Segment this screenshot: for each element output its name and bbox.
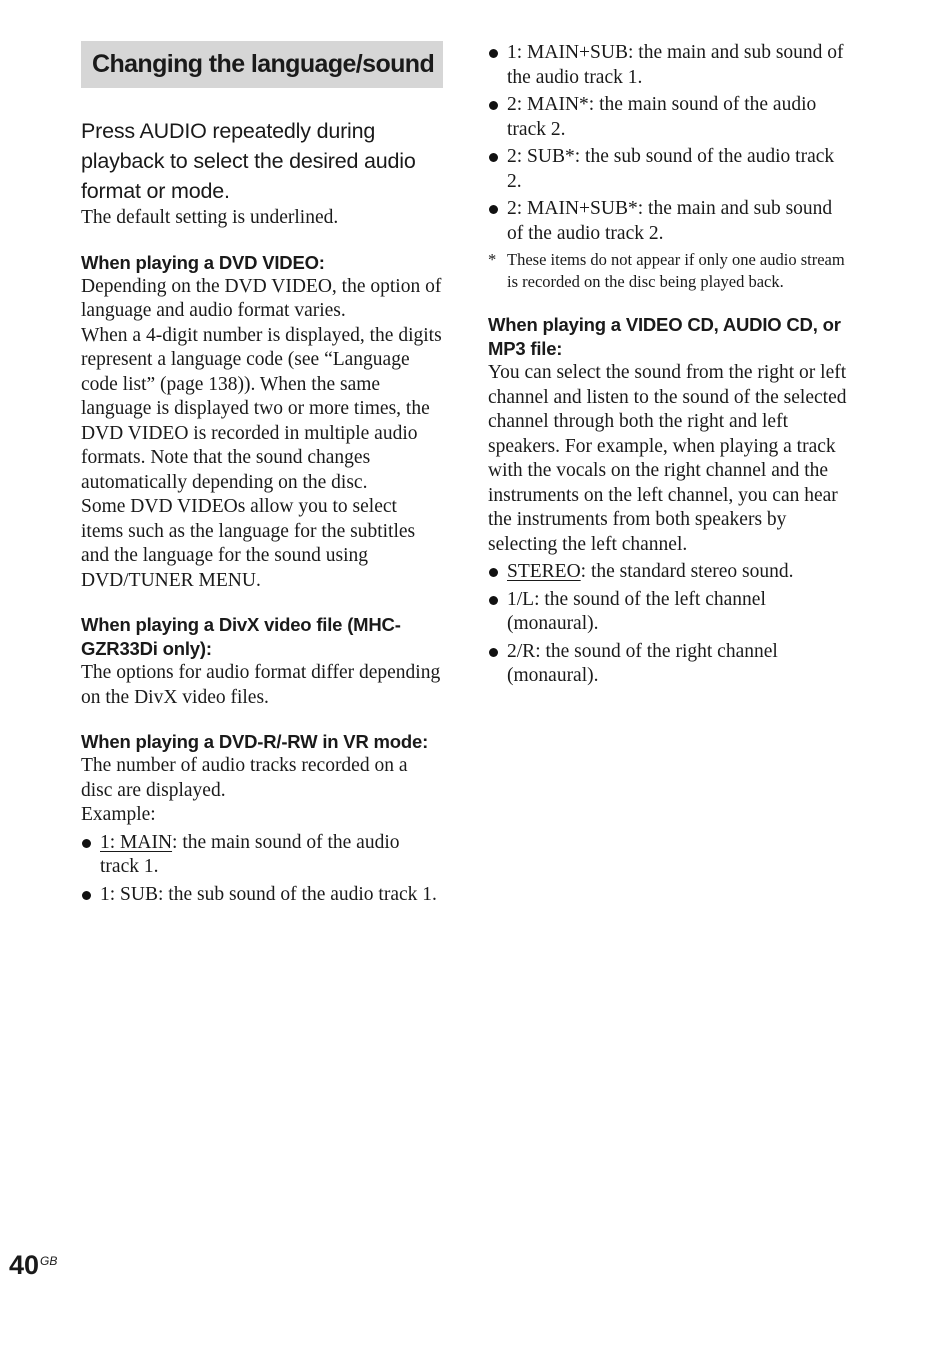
default-setting-note: The default setting is underlined. [81, 207, 339, 228]
option-name: STEREO [507, 561, 581, 582]
option-name: 1/L [507, 588, 535, 610]
option-description: : the sub sound of the audio track 1. [157, 883, 437, 905]
vcd-list [488, 560, 853, 689]
footnote-mark: * [488, 250, 497, 269]
dvd-vr-example-label: Example: [81, 804, 156, 825]
dvd-vr-paragraph: The number of audio tracks recorded on a disc are displayed. [81, 755, 408, 801]
dvd-video-paragraph-3: Some DVD VIDEOs allow you to select items such as the language for the subtitles and the language for the sound using DVD/TUNER MENU. [81, 496, 416, 591]
option-name: 2: MAIN* [507, 94, 589, 115]
divx-heading: When playing a DivX video file (MHC-GZR33Di only): [81, 614, 401, 659]
option-description: : the main and sub sound of the audio track 2. [507, 198, 833, 244]
option-name: 2/R [507, 640, 536, 662]
intro-instruction: Press AUDIO repeatedly during playback to select the desired audio format or mode. [81, 119, 416, 203]
option-name: 2: MAIN+SUB* [507, 198, 638, 219]
divx-paragraph: The options for audio format differ depending on the DivX video files. [81, 662, 441, 708]
list-item [488, 41, 853, 90]
list-item [488, 588, 853, 637]
vcd-paragraph: You can select the sound from the right or left channel and listen to the sound of the selected channel through both the right and left speakers. For example, when playing a track with the vocals on the right channel and the instruments on the left channel, you can hear the instruments from both speakers by selecting the left channel. [488, 362, 847, 555]
option-description: : the main sound of the audio track 1. [100, 831, 400, 877]
option-description: : the sound of the left channel (monaural). [507, 588, 766, 634]
left-column [81, 41, 443, 907]
dvd-video-paragraph-1: Depending on the DVD VIDEO, the option of language and audio format varies. [81, 275, 442, 321]
footnote-text: These items do not appear if only one audio stream is recorded on the disc being played back. [507, 250, 845, 291]
list-item [81, 831, 443, 880]
dvd-vr-list-part-2 [488, 41, 853, 246]
vcd-heading: When playing a VIDEO CD, AUDIO CD, or MP3 file: [488, 314, 841, 359]
dvd-vr-heading: When playing a DVD-R/-RW in VR mode: [81, 731, 429, 752]
option-name: 2: SUB* [507, 146, 575, 167]
page-number-value: 40 [9, 1250, 40, 1280]
option-description: : the standard stereo sound. [580, 561, 794, 582]
dvd-vr-list-part-1 [81, 831, 443, 908]
page-number-suffix: GB [40, 1254, 58, 1268]
option-name: 1: MAIN [100, 831, 173, 853]
option-description: : the main sound of the audio track 2. [507, 94, 817, 140]
footnote [488, 249, 853, 293]
page-number [9, 1250, 57, 1281]
list-item [488, 560, 853, 585]
option-name: 1: SUB [100, 883, 158, 905]
list-item [81, 883, 443, 908]
option-description: : the sub sound of the audio track 2. [507, 146, 835, 192]
option-description: : the main and sub sound of the audio track 1. [507, 42, 844, 88]
section-title: Changing the language/sound [81, 41, 443, 88]
option-description: : the sound of the right channel (monaural). [507, 640, 778, 686]
right-column [488, 41, 853, 689]
list-item [488, 145, 853, 194]
dvd-video-paragraph-2: When a 4-digit number is displayed, the digits represent a language code (see “Language code list” (page 138)). When the same language is displayed two or more times, the DVD VIDEO is recorded in multiple audio formats. Note that the sound changes automatically depending on the disc. [81, 324, 442, 493]
dvd-video-heading: When playing a DVD VIDEO: [81, 251, 325, 273]
list-item [488, 93, 853, 142]
list-item [488, 197, 853, 246]
list-item [488, 640, 853, 689]
option-name: 1: MAIN+SUB [507, 42, 628, 63]
